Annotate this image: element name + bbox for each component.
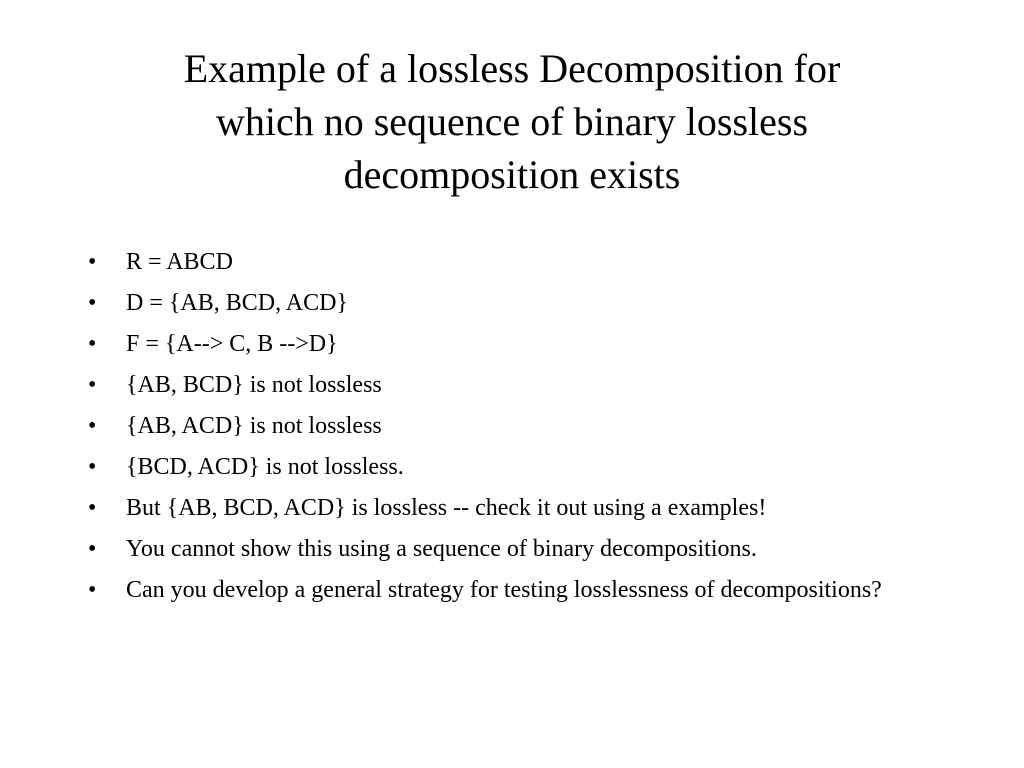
- bullet-item: [88, 368, 948, 402]
- bullet-text: Can you develop a general strategy for testing losslessness of decompositions?: [126, 577, 882, 603]
- bullet-list: [88, 245, 948, 614]
- bullet-item: [88, 327, 948, 361]
- bullet-text: D = {AB, BCD, ACD}: [126, 290, 348, 316]
- bullet-item: [88, 491, 948, 525]
- bullet-icon: •: [88, 331, 97, 357]
- bullet-icon: •: [88, 372, 97, 398]
- bullet-icon: •: [88, 536, 97, 562]
- slide-title-line: Example of a lossless Decomposition for: [183, 46, 841, 91]
- bullet-icon: •: [88, 413, 97, 439]
- bullet-icon: •: [88, 454, 97, 480]
- bullet-icon: •: [88, 249, 97, 275]
- bullet-text: R = ABCD: [126, 249, 233, 275]
- slide-title-line: decomposition exists: [343, 152, 681, 197]
- bullet-text: You cannot show this using a sequence of binary decompositions.: [126, 536, 757, 562]
- bullet-icon: •: [88, 577, 97, 603]
- bullet-text: But {AB, BCD, ACD} is lossless -- check it out using a examples!: [126, 495, 767, 521]
- slide-title: [100, 42, 924, 201]
- bullet-item: [88, 245, 948, 279]
- bullet-item: [88, 573, 948, 607]
- bullet-text: {AB, BCD} is not lossless: [126, 372, 382, 398]
- bullet-icon: •: [88, 290, 97, 316]
- bullet-text: {AB, ACD} is not lossless: [126, 413, 382, 439]
- bullet-item: [88, 532, 948, 566]
- bullet-text: {BCD, ACD} is not lossless.: [126, 454, 404, 480]
- bullet-text: F = {A--> C, B -->D}: [126, 331, 338, 357]
- bullet-icon: •: [88, 495, 97, 521]
- slide-title-line: which no sequence of binary lossless: [215, 99, 809, 144]
- bullet-item: [88, 286, 948, 320]
- bullet-item: [88, 409, 948, 443]
- bullet-item: [88, 450, 948, 484]
